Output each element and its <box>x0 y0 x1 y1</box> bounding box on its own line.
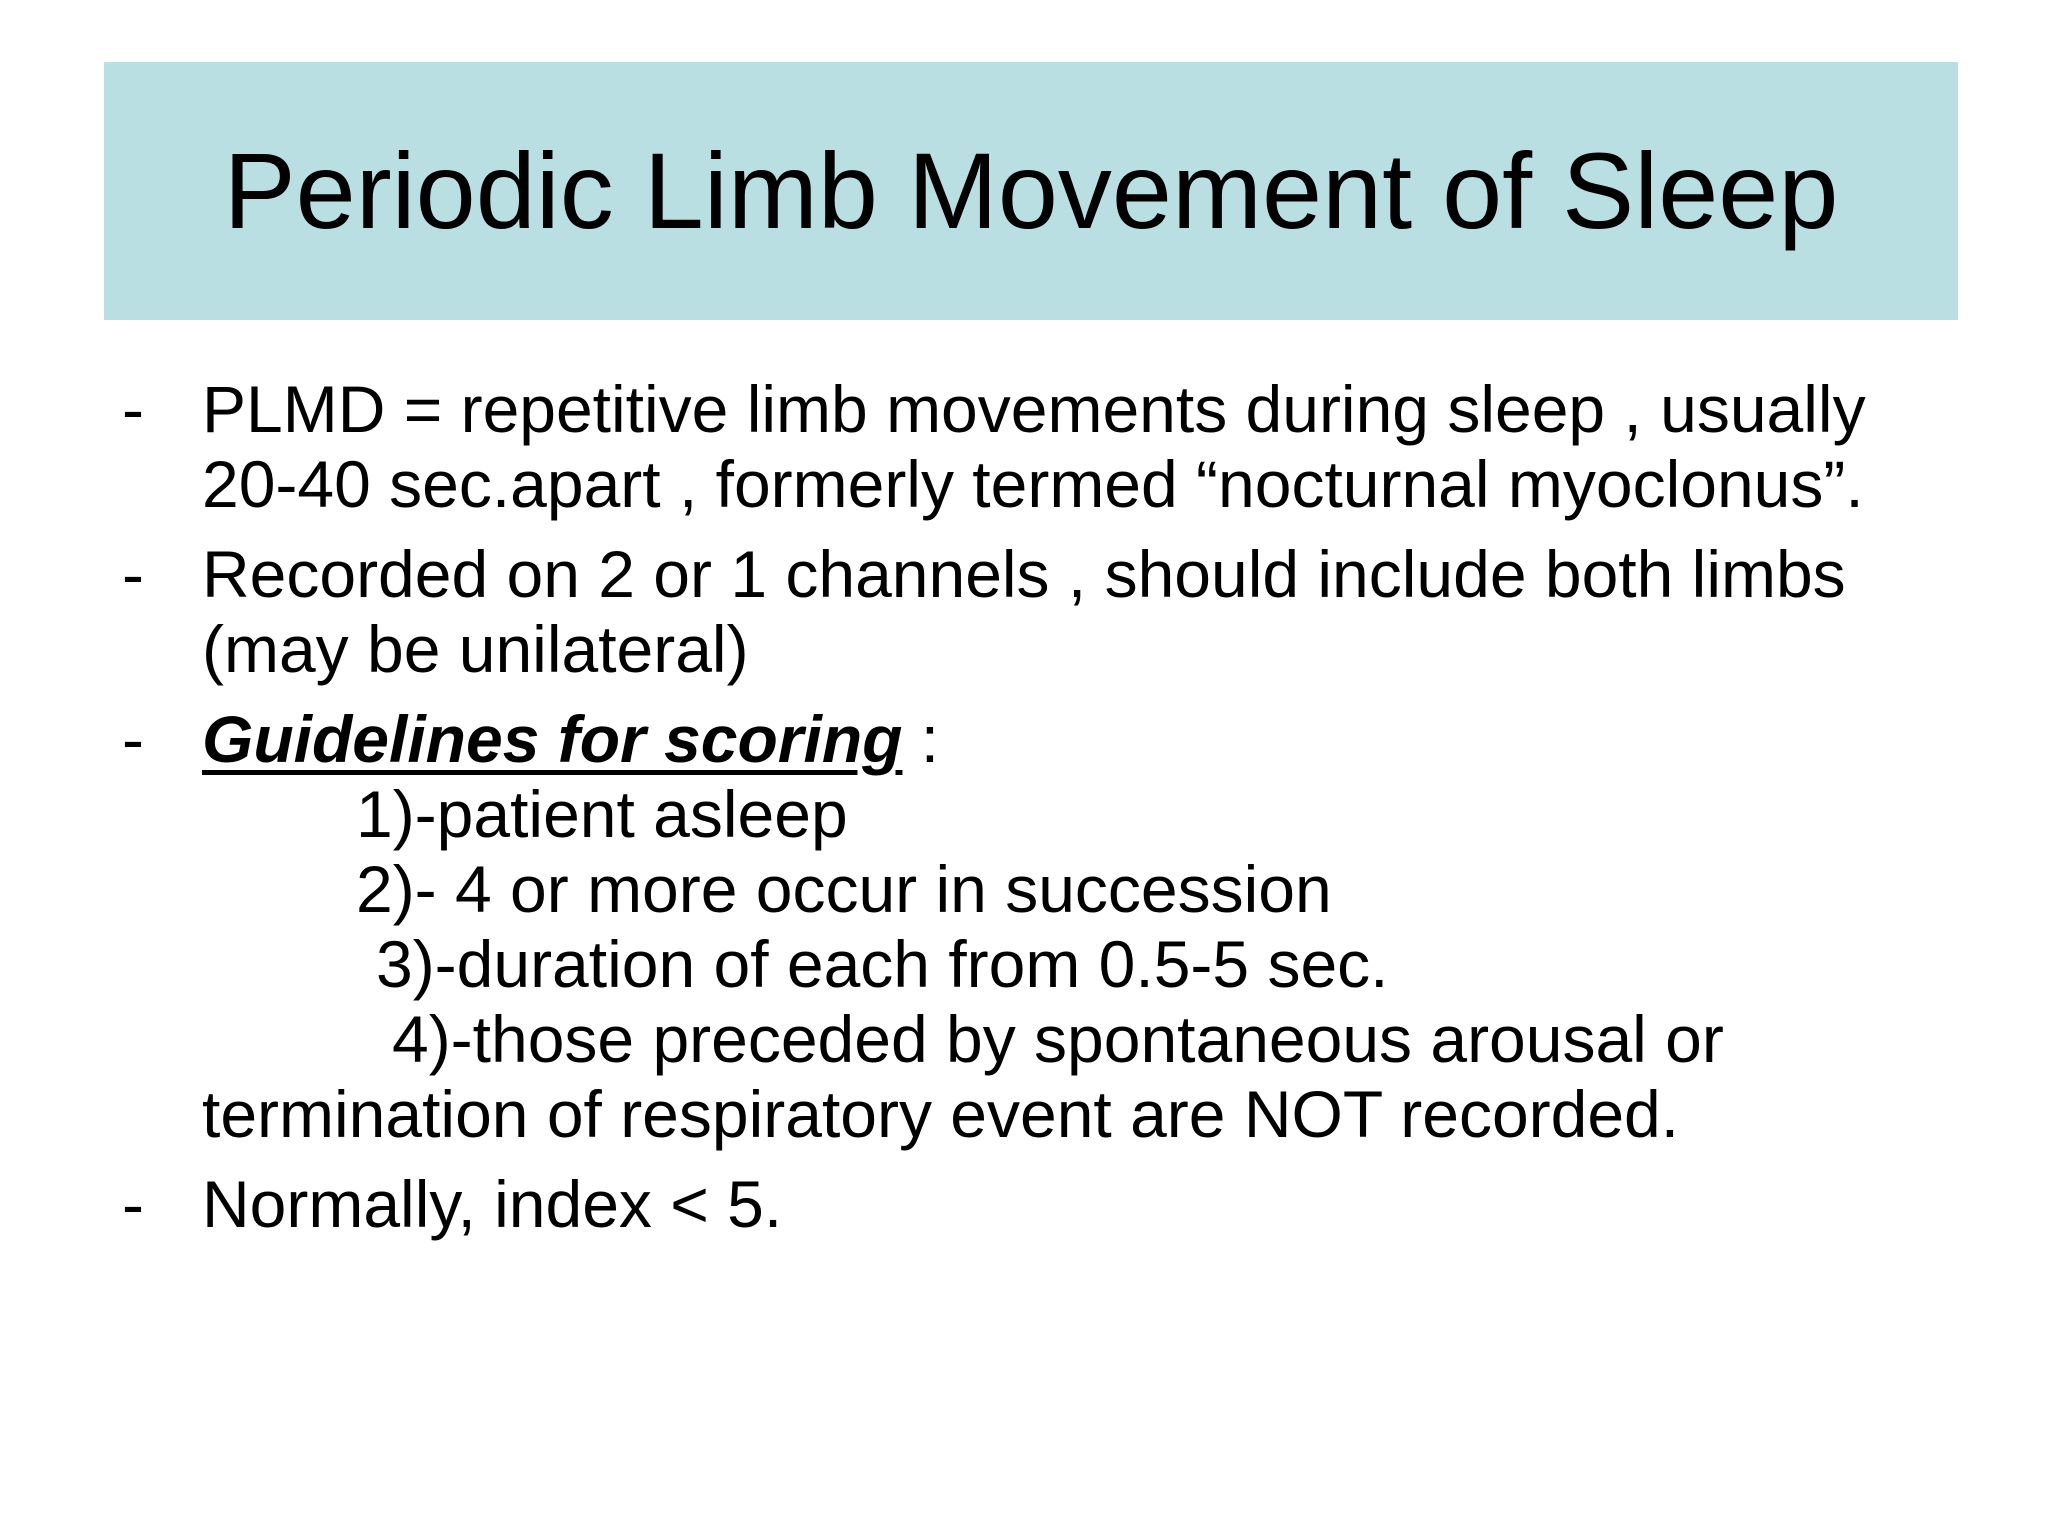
bullet-line: (may be unilateral) <box>202 612 749 686</box>
bullet-text <box>202 372 1866 522</box>
bullet-marker: - <box>122 537 144 611</box>
bullet-marker: - <box>122 1167 144 1241</box>
scoring-item-4-continuation: termination of respiratory event are NOT recorded. <box>202 1077 1680 1151</box>
bullet-text <box>202 1167 782 1242</box>
bullet-line: Recorded on 2 or 1 channels , should include both limbs <box>202 537 1846 611</box>
scoring-item-3: 3)-duration of each from 0.5-5 sec. <box>376 927 1389 1001</box>
bullet-line: 20-40 sec.apart , formerly termed “nocturnal myoclonus”. <box>202 447 1864 521</box>
bullet-marker: - <box>122 702 144 776</box>
bullet-line: Normally, index < 5. <box>202 1167 783 1241</box>
bullet-text <box>202 537 1846 687</box>
bullet-line: PLMD = repetitive limb movements during sleep , usually <box>202 372 1866 446</box>
bullet-text <box>202 702 1724 1152</box>
scoring-item-4: 4)-those preceded by spontaneous arousal or <box>392 1002 1724 1076</box>
title-band <box>104 62 1958 320</box>
scoring-item-2: 2)- 4 or more occur in succession <box>356 852 1332 926</box>
guidelines-heading: Guidelines for scoring <box>202 702 903 776</box>
slide-title: Periodic Limb Movement of Sleep <box>223 130 1839 251</box>
guidelines-heading-suffix: : <box>902 702 940 776</box>
bullet-marker: - <box>122 372 144 446</box>
guidelines-heading-line <box>202 702 1724 777</box>
scoring-item-1: 1)-patient asleep <box>356 777 848 851</box>
